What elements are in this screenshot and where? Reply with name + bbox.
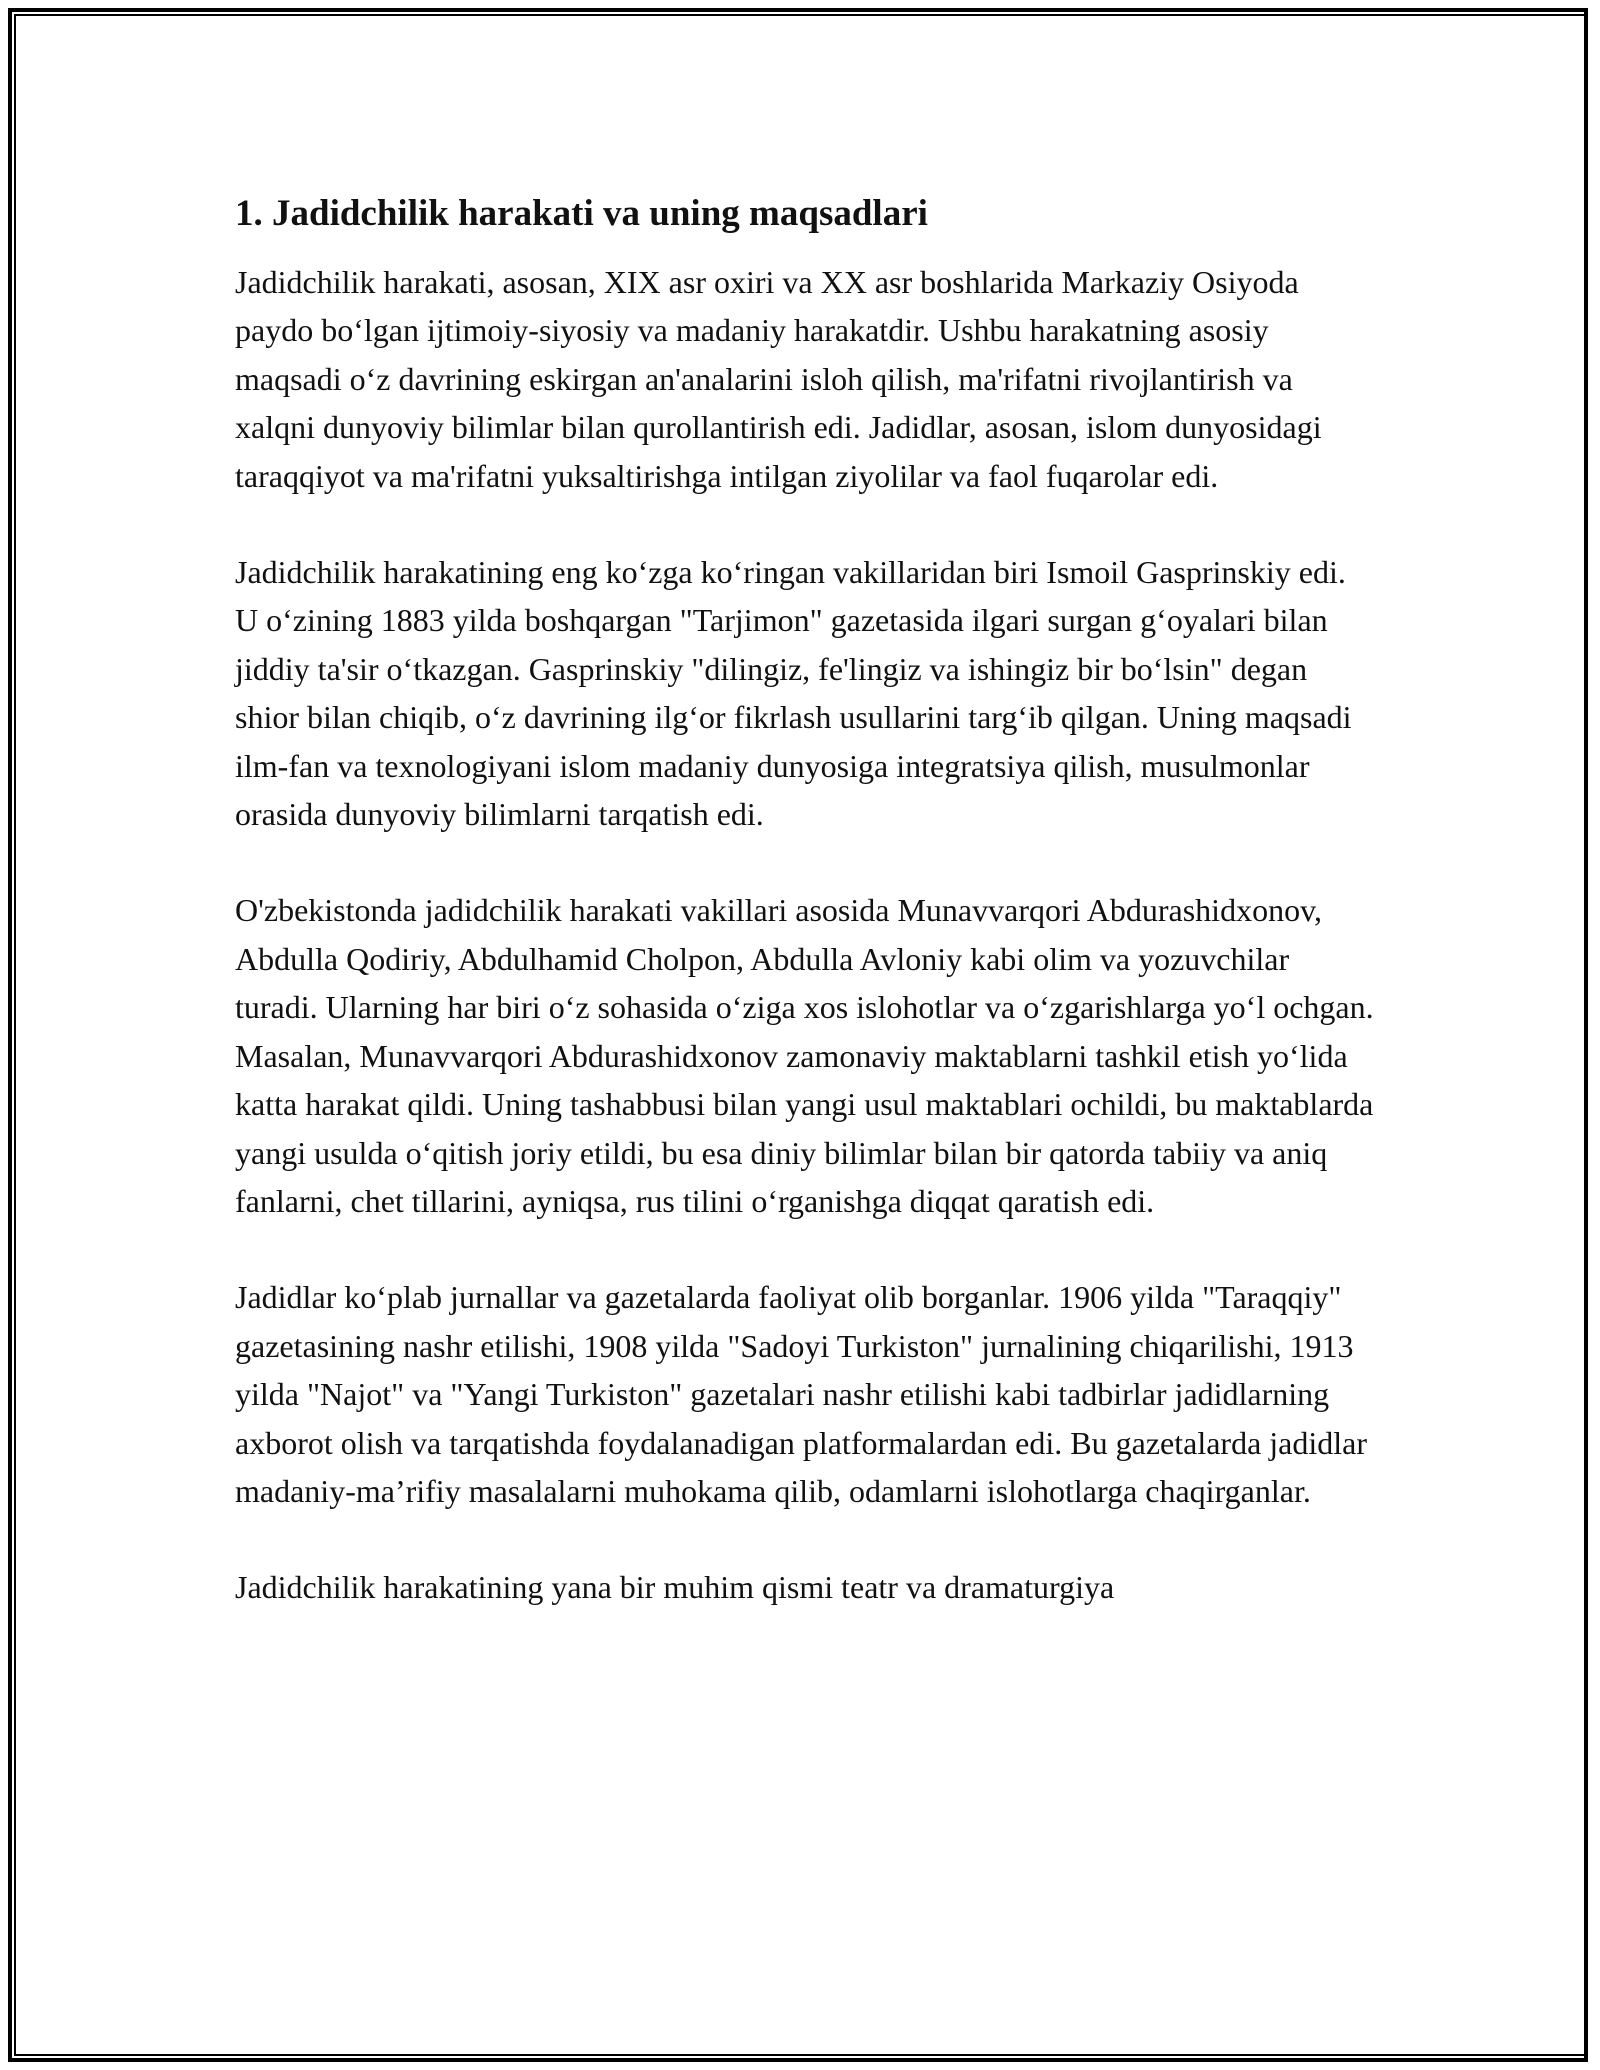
paragraph-2: Jadidchilik harakatining eng ko‘zga ko‘ringan vakillaridan biri Ismoil Gasprinskiy edi. U o‘zining 1883 yilda boshqargan "Tarjimon" gazetasida ilgari surgan g‘oyalari bilan jiddiy ta'sir o‘tkazgan. Gasprinskiy "dilingiz, fe'lingiz va ishingiz bir bo‘lsin" degan shior bilan chiqib, o‘z davrining ilg‘or fikrlash usullarini targ‘ib qilgan. Uning maqsadi ilm-fan va texnologiyani islom madaniy dunyosiga integratsiya qilish, musulmonlar orasida dunyoviy bilimlarni tarqatish edi. [235,554,1352,833]
paragraph-1: Jadidchilik harakati, asosan, XIX asr oxiri va XX asr boshlarida Markaziy Osiyoda paydo bo‘lgan ijtimoiy-siyosiy va madaniy harakatdir. Ushbu harakatning asosiy maqsadi o‘z davrining eskirgan an'analarini isloh qilish, ma'rifatni rivojlantirish va xalqni dunyoviy bilimlar bilan qurollantirish edi. Jadidlar, asosan, islom dunyosidagi taraqqiyot va ma'rifatni yuksaltirishga intilgan ziyolilar va faol fuqarolar edi. [235,264,1322,494]
paragraph-3: O'zbekistonda jadidchilik harakati vakillari asosida Munavvarqori Abdurashidxonov, Abdulla Qodiriy, Abdulhamid Cholpon, Abdulla Avloniy kabi olim va yozuvchilar turadi. Ularning har biri o‘z sohasida o‘ziga xos islohotlar va o‘zgarishlarga yo‘l ochgan. Masalan, Munavvarqori Abdurashidxonov zamonaviy maktablarni tashkil etish yo‘lida katta harakat qildi. Uning tashabbusi bilan yangi usul maktablari ochildi, bu maktablarda yangi usulda o‘qitish joriy etildi, bu esa diniy bilimlar bilan bir qatorda tabiiy va aniq fanlarni, chet tillarini, ayniqsa, rus tilini o‘rganishga diqqat qaratish edi. [235,892,1374,1219]
document-body [235,188,1375,1660]
paragraph-4: Jadidlar ko‘plab jurnallar va gazetalarda faoliyat olib borganlar. 1906 yilda "Taraqqiy" gazetasining nashr etilishi, 1908 yilda "Sadoyi Turkiston" jurnalining chiqarilishi, 1913 yilda "Najot" va "Yangi Turkiston" gazetalari nashr etilishi kabi tadbirlar jadidlarning axborot olish va tarqatishda foydalanadigan platformalardan edi. Bu gazetalarda jadidlar madaniy-ma’rifiy masalalarni muhokama qilib, odamlarni islohotlarga chaqirganlar. [235,1279,1367,1509]
paragraph-5: Jadidchilik harakatining yana bir muhim qismi teatr va dramaturgiya [235,1569,1115,1606]
section-heading: 1. Jadidchilik harakati va uning maqsadlari [235,193,928,234]
